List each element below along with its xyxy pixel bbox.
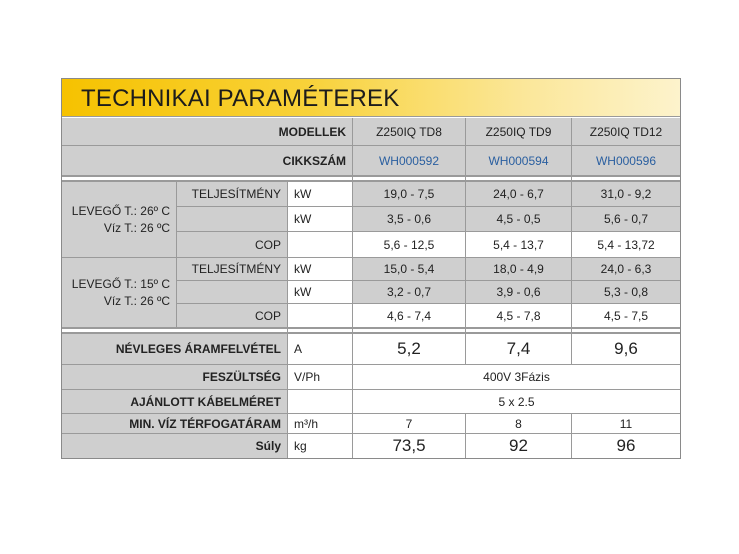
value-cell: 4,5 - 0,5 <box>466 207 571 231</box>
value-cell: 31,0 - 9,2 <box>572 182 680 206</box>
current-td9: 7,4 <box>466 334 571 364</box>
divider <box>62 175 680 177</box>
current-unit: A <box>288 334 352 364</box>
value-cell: 24,0 - 6,3 <box>572 258 680 280</box>
row-unit <box>288 232 352 257</box>
value-cell: 4,5 - 7,5 <box>572 304 680 327</box>
current-td8: 5,2 <box>353 334 465 364</box>
row-unit: kW <box>288 207 352 231</box>
cable-unit <box>288 390 352 413</box>
page-title: TECHNIKAI PARAMÉTEREK <box>81 85 400 112</box>
divider <box>465 414 466 458</box>
divider <box>62 327 680 329</box>
value-cell: 18,0 - 4,9 <box>466 258 571 280</box>
voltage-unit: V/Ph <box>288 365 352 389</box>
divider <box>465 118 466 365</box>
current-label: NÉVLEGES ÁRAMFELVÉTEL <box>62 334 287 364</box>
cikkszam-label: CIKKSZÁM <box>62 146 352 175</box>
value-cell: 3,5 - 0,6 <box>353 207 465 231</box>
code-td12: WH000596 <box>572 146 680 175</box>
group2-condition <box>62 258 176 327</box>
divider <box>177 280 680 281</box>
cable-value: 5 x 2.5 <box>353 390 680 413</box>
row-unit <box>288 304 352 327</box>
divider <box>62 389 680 390</box>
divider <box>62 257 680 258</box>
group2-water-temp: Víz T.: 26 ºC <box>103 293 170 308</box>
row-label: COP <box>177 304 287 327</box>
voltage-value: 400V 3Fázis <box>353 365 680 389</box>
row-unit: kW <box>288 281 352 303</box>
value-cell: 5,4 - 13,7 <box>466 232 571 257</box>
weight-td9: 92 <box>466 434 571 458</box>
value-cell: 3,2 - 0,7 <box>353 281 465 303</box>
weight-td12: 96 <box>572 434 680 458</box>
row-label: COP <box>177 232 287 257</box>
flow-unit: m³/h <box>288 414 352 433</box>
row-label: TELJESÍTMÉNY <box>177 182 287 206</box>
divider <box>571 414 572 458</box>
flow-td9: 8 <box>466 414 571 433</box>
title-bar <box>62 79 680 117</box>
group1-condition <box>62 182 176 257</box>
flow-td12: 11 <box>572 414 680 433</box>
flow-td8: 7 <box>353 414 465 433</box>
group1-air-temp: LEVEGŐ T.: 26º C <box>71 203 170 218</box>
row-label: TELJESÍTMÉNY <box>177 258 287 280</box>
value-cell: 24,0 - 6,7 <box>466 182 571 206</box>
code-td8: WH000592 <box>353 146 465 175</box>
value-cell: 15,0 - 5,4 <box>353 258 465 280</box>
divider <box>287 182 288 458</box>
value-cell: 5,4 - 13,72 <box>572 232 680 257</box>
flow-label: MIN. VÍZ TÉRFOGATÁRAM <box>62 414 287 433</box>
weight-unit: kg <box>288 434 352 458</box>
divider <box>62 145 680 146</box>
value-cell: 5,3 - 0,8 <box>572 281 680 303</box>
divider <box>62 364 680 365</box>
row-unit: kW <box>288 182 352 206</box>
spec-table <box>61 78 681 459</box>
divider <box>62 433 680 434</box>
row-label <box>177 281 287 303</box>
divider <box>177 206 680 207</box>
group2-air-temp: LEVEGŐ T.: 15º C <box>71 276 170 291</box>
value-cell: 5,6 - 12,5 <box>353 232 465 257</box>
cable-label: AJÁNLOTT KÁBELMÉRET <box>62 390 287 413</box>
model-td9: Z250IQ TD9 <box>466 118 571 145</box>
row-unit: kW <box>288 258 352 280</box>
model-td12: Z250IQ TD12 <box>572 118 680 145</box>
value-cell: 3,9 - 0,6 <box>466 281 571 303</box>
divider <box>352 118 353 458</box>
divider <box>62 180 680 182</box>
divider <box>177 303 680 304</box>
row-label <box>177 207 287 231</box>
voltage-label: FESZÜLTSÉG <box>62 365 287 389</box>
divider <box>62 413 680 414</box>
weight-label: Súly <box>62 434 287 458</box>
weight-td8: 73,5 <box>353 434 465 458</box>
divider <box>176 182 177 327</box>
divider <box>62 332 680 334</box>
divider <box>177 231 680 232</box>
current-td12: 9,6 <box>572 334 680 364</box>
value-cell: 4,6 - 7,4 <box>353 304 465 327</box>
value-cell: 19,0 - 7,5 <box>353 182 465 206</box>
value-cell: 5,6 - 0,7 <box>572 207 680 231</box>
value-cell: 4,5 - 7,8 <box>466 304 571 327</box>
code-td9: WH000594 <box>466 146 571 175</box>
divider <box>571 118 572 365</box>
group1-water-temp: Víz T.: 26 ºC <box>103 220 170 235</box>
modellek-label: MODELLEK <box>62 118 352 145</box>
model-td8: Z250IQ TD8 <box>353 118 465 145</box>
